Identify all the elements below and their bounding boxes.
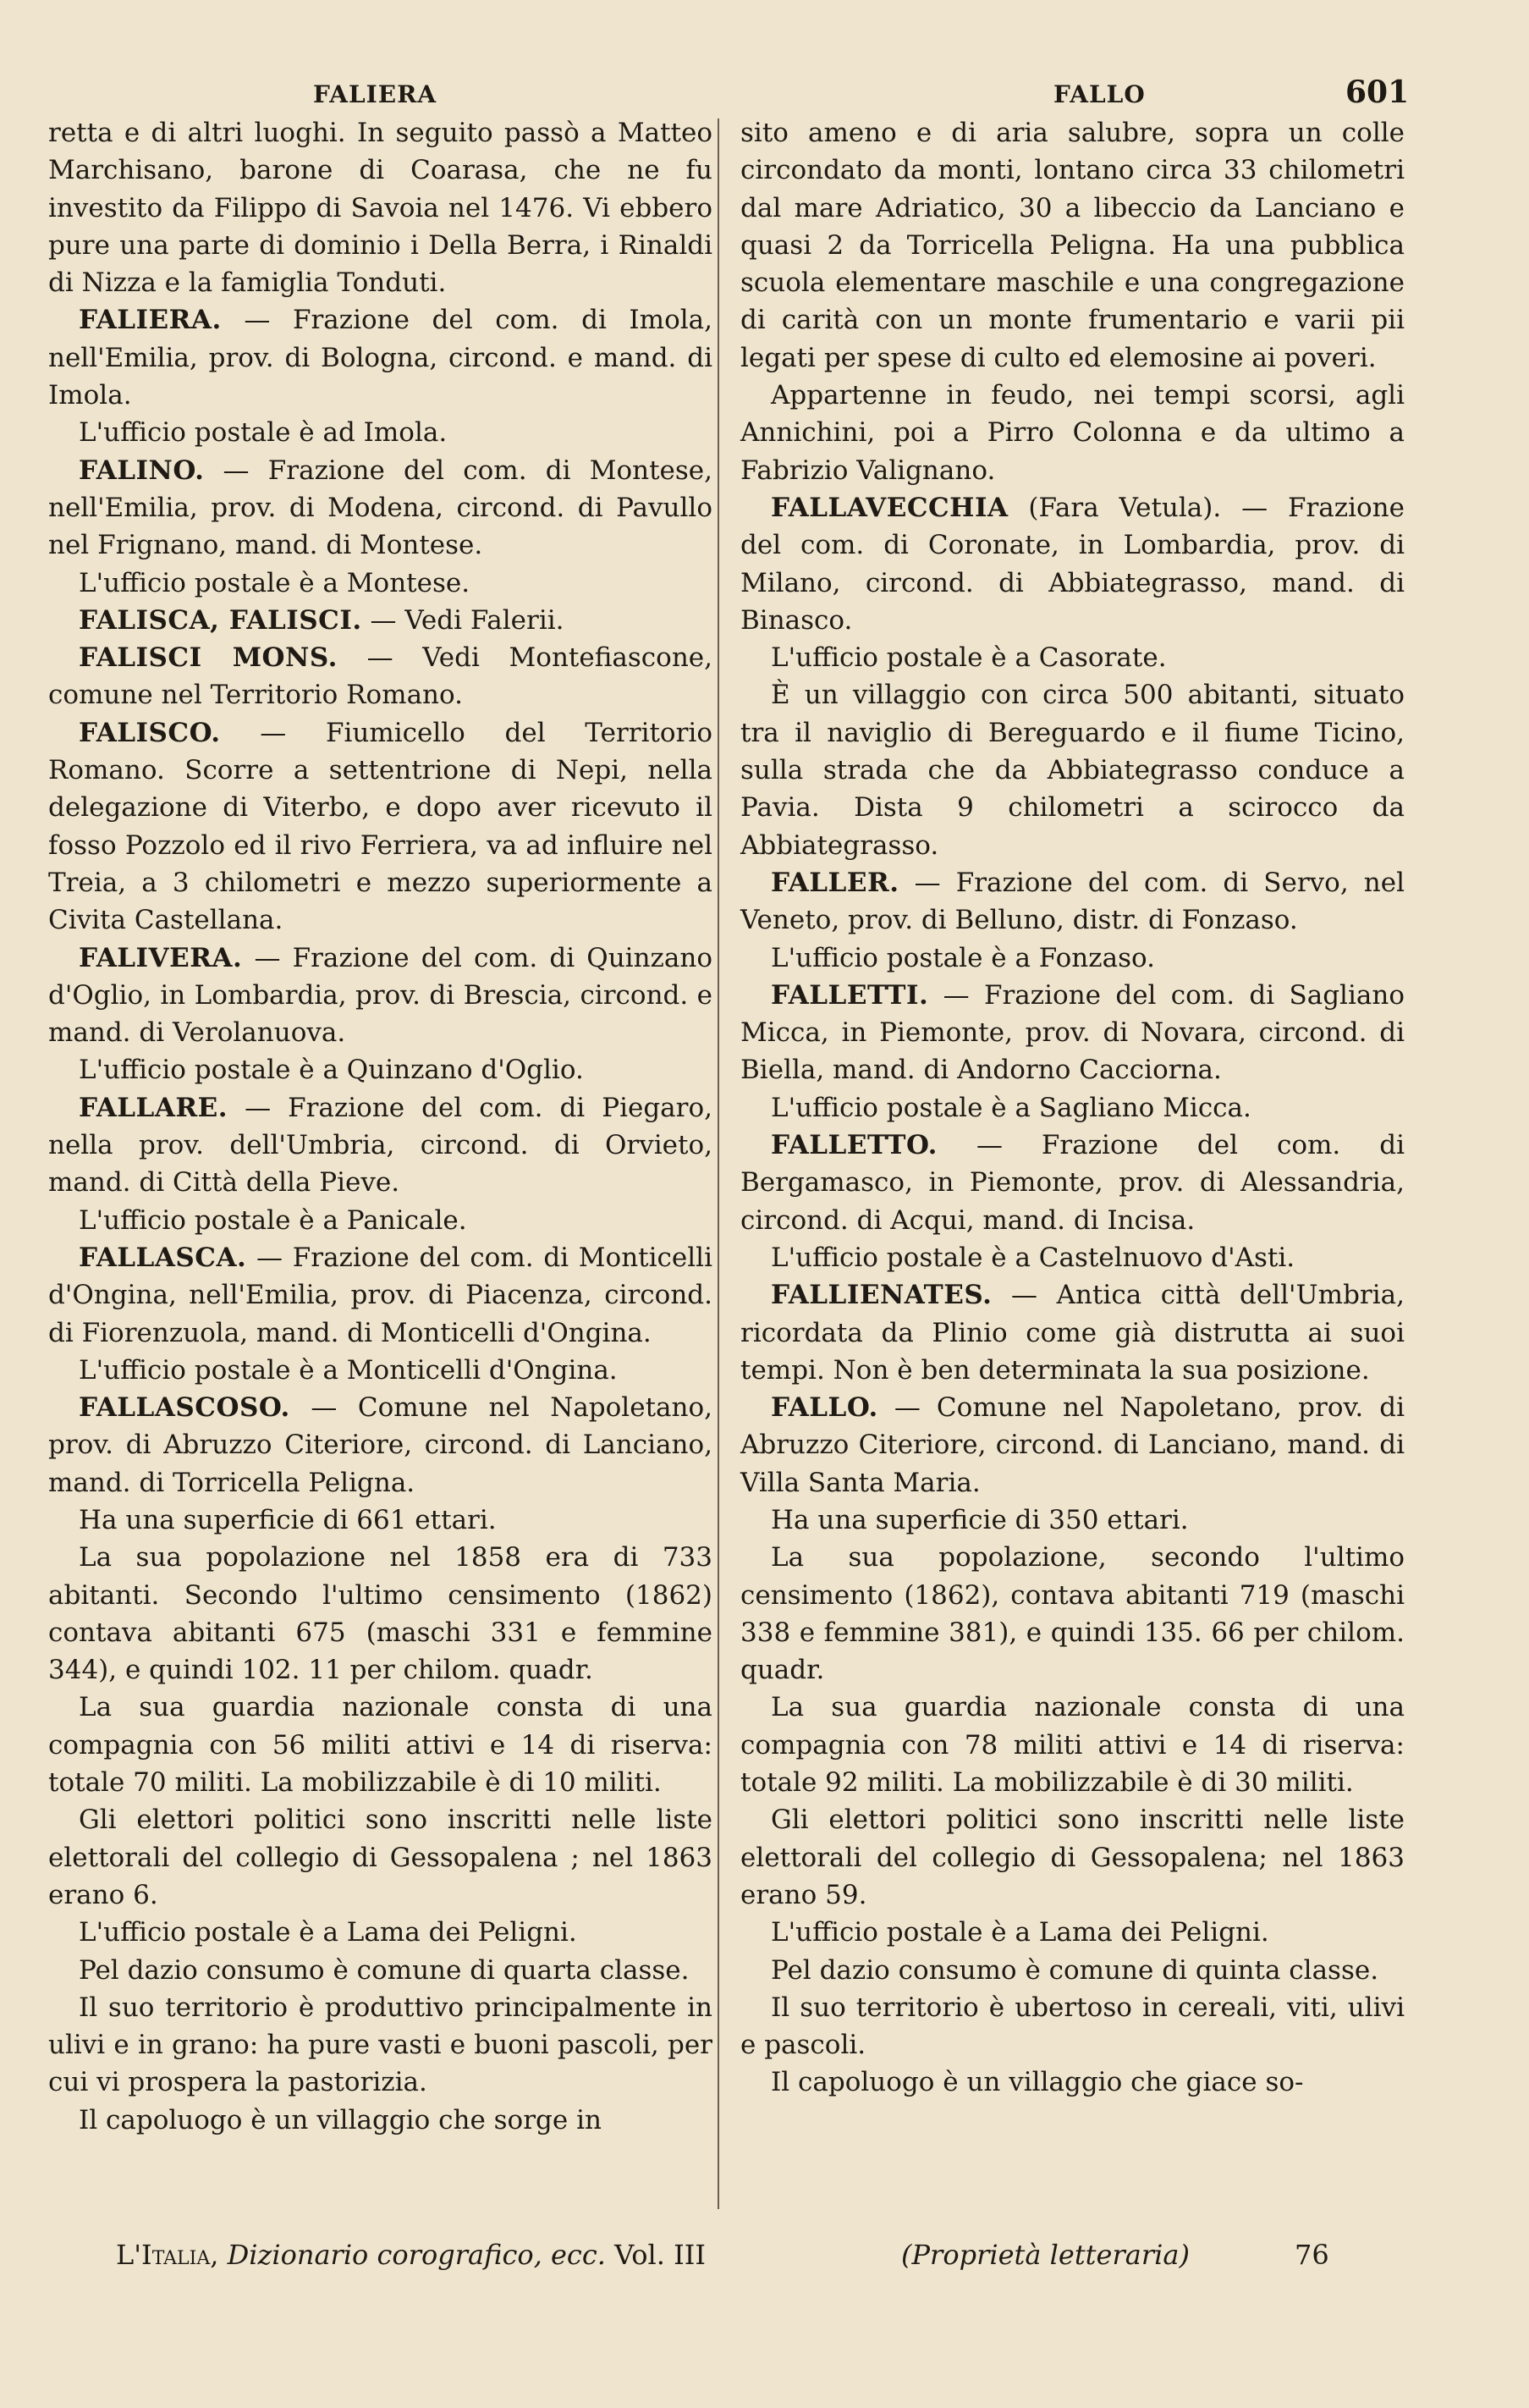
entry-text: L'ufficio postale è a Quinzano d'Oglio. [79,1055,584,1086]
dictionary-entry [48,602,712,639]
column-divider [718,118,719,2209]
entry-title: FALISCA, FALISCI. [79,604,362,636]
paragraph [740,1502,1405,1539]
dictionary-entry [740,1389,1405,1502]
paragraph [48,565,712,602]
entry-text: — Frazione del com. di Montese, nell'Emilia, prov. di Modena, circond. di Pavullo nel Frignano, mand. di Montese. [48,455,712,561]
paragraph [740,1689,1405,1801]
paragraph [48,1051,712,1088]
paragraph [740,639,1405,676]
entry-title: FALLAVECCHIA [771,492,1009,523]
dictionary-entry [48,1089,712,1202]
paragraph [48,2102,712,2139]
dictionary-entry [48,639,712,714]
entry-text: La sua guardia nazionale consta di una compagnia con 78 militi attivi e 14 di riserva: totale 92 militi. La mobilizzabile è di 30 militi. [740,1692,1405,1799]
entry-title: FALLER. [771,867,899,898]
right-column [740,114,1405,2102]
paragraph [740,1239,1405,1276]
entry-title: FALISCO. [79,717,221,748]
running-head-right: FALLO [1053,80,1146,108]
entry-title: FALLETTO. [771,1130,938,1161]
entry-title: FALIERA. [79,305,222,336]
paragraph [740,1989,1405,2064]
entry-text: L'ufficio postale è a Montese. [79,567,470,598]
paragraph [48,1952,712,1989]
dictionary-entry [740,1127,1405,1239]
paragraph [48,114,712,301]
entry-text: — Frazione del com. di Quinzano d'Oglio, in Lombardia, prov. di Brescia, circond. e mand. di Verolanuova. [48,942,712,1049]
entry-title: FALIVERA. [79,942,243,973]
footer-series: L'Italia, [116,2239,219,2271]
entry-text: Il capoluogo è un villaggio che sorge in [79,2104,602,2135]
paragraph [740,377,1405,489]
dictionary-entry [740,864,1405,940]
dictionary-entry [740,977,1405,1089]
entry-text: (Fara Vetula). — Frazione del com. di Coronate, in Lombardia, prov. di Milano, circond. di Abbiategrasso, mand. di Binasco. [740,492,1405,636]
entry-text: La sua popolazione, secondo l'ultimo censimento (1862), contava abitanti 719 (maschi 338 e femmine 381), e quindi 135. 66 per chilom. quadr. [740,1542,1405,1686]
paragraph [740,114,1405,377]
paragraph [740,1914,1405,1951]
paragraph [48,1989,712,2102]
paragraph [48,1689,712,1801]
entry-text: Ha una superficie di 661 ettari. [79,1504,497,1535]
footer-citation [116,2239,706,2271]
paragraph [740,1089,1405,1127]
paragraph [48,1502,712,1539]
dictionary-entry [48,1239,712,1352]
footer-volume: Vol. III [614,2239,707,2271]
dictionary-entry [48,452,712,565]
entry-text: Pel dazio consumo è comune di quinta classe. [771,1954,1379,1986]
paragraph [48,1801,712,1914]
entry-text: L'ufficio postale è a Casorate. [771,642,1167,674]
entry-text: sito ameno e di aria salubre, sopra un colle circondato da monti, lontano circa 33 chilometri dal mare Adriatico, 30 a libeccio da Lanciano e quasi 2 da Torricella Peligna. Ha una pubblica scuola elementare maschile e una congregazione di carità con un monte frumentario e varii pii legati per spese di culto ed elemosine ai poveri. [740,118,1405,373]
paragraph [740,1801,1405,1914]
entry-title: FALLIENATES. [771,1280,993,1311]
dictionary-entry [740,489,1405,639]
entry-text: L'ufficio postale è ad Imola. [79,417,448,449]
entry-text: — Frazione del com. di Sagliano Micca, in Piemonte, prov. di Novara, circond. di Biella, mand. di Andorno Cacciorna. [740,979,1405,1086]
dictionary-entry [740,1276,1405,1389]
entry-text: L'ufficio postale è a Sagliano Micca. [771,1092,1251,1123]
paragraph [48,1202,712,1239]
entry-text: — Vedi Montefiascone, comune nel Territorio Romano. [48,642,712,711]
dictionary-entry [48,714,712,940]
dictionary-entry [48,1389,712,1502]
entry-text: — Vedi Falerii. [361,604,564,636]
entry-text: — Frazione del com. di Monticelli d'Ongina, nell'Emilia, prov. di Piacenza, circond. di Fiorenzuola, mand. di Monticelli d'Ongina. [48,1242,712,1348]
entry-text: Gli elettori politici sono inscritti nelle liste elettorali del collegio di Gessopalena; nel 1863 erano 59. [740,1805,1405,1910]
entry-text: Il suo territorio è produttivo principalmente in ulivi e in grano: ha pure vasti e buoni pascoli, per cui vi prospera la pastorizia. [48,1992,712,2098]
entry-text: L'ufficio postale è a Castelnuovo d'Asti. [771,1242,1295,1273]
entry-title: FALLASCA. [79,1242,247,1273]
paragraph [48,1914,712,1951]
left-column [48,114,712,2139]
paragraph [740,2064,1405,2101]
entry-text: Gli elettori politici sono inscritti nelle liste elettorali del collegio di Gessopalena ; nel 1863 erano 6. [48,1805,712,1910]
entry-text: L'ufficio postale è a Panicale. [79,1204,467,1236]
footer-work: Dizionario corografico, ecc. [227,2239,606,2271]
entry-text: — Antica città dell'Umbria, ricordata da Plinio come già distrutta ai suoi tempi. Non è ben determinata la sua posizione. [740,1280,1405,1386]
entry-text: L'ufficio postale è a Lama dei Peligni. [79,1917,577,1948]
entry-text: — Frazione del com. di Piegaro, nella prov. dell'Umbria, circond. di Orvieto, mand. di Città della Pieve. [48,1092,712,1198]
entry-text: — Frazione del com. di Imola, nell'Emilia, prov. di Bologna, circond. e mand. di Imola. [48,305,712,411]
entry-title: FALISCI MONS. [79,642,338,674]
running-head-left: FALIERA [313,80,437,108]
page-number: 601 [1345,74,1410,110]
entry-text: La sua guardia nazionale consta di una compagnia con 56 militi attivi e 14 di riserva: totale 70 militi. La mobilizzabile è di 10 militi. [48,1692,712,1799]
entry-text: L'ufficio postale è a Fonzaso. [771,942,1155,973]
entry-text: Pel dazio consumo è comune di quarta classe. [79,1954,690,1986]
entry-text: Il capoluogo è un villaggio che giace so- [771,2067,1304,2098]
entry-text: — Frazione del com. di Servo, nel Veneto, prov. di Belluno, distr. di Fonzaso. [740,867,1405,936]
footer-sheet-number: 76 [1295,2239,1329,2271]
paragraph [740,1539,1405,1689]
entry-text: Ha una superficie di 350 ettari. [771,1504,1189,1535]
paragraph [48,414,712,451]
entry-title: FALLARE. [79,1092,228,1123]
footer-rights: (Proprietà letteraria) [901,2239,1190,2271]
entry-text: Il suo territorio è ubertoso in cereali, viti, ulivi e pascoli. [740,1992,1405,2061]
entry-text: Appartenne in feudo, nei tempi scorsi, agli Annichini, poi a Pirro Colonna e da ultimo a Fabrizio Valignano. [740,380,1405,486]
entry-text: È un villaggio con circa 500 abitanti, situato tra il naviglio di Bereguardo e il fiume Ticino, sulla strada che da Abbiategrasso conduce a Pavia. Dista 9 chilometri a scirocco da Abbiategrasso. [740,680,1405,861]
entry-text: L'ufficio postale è a Lama dei Peligni. [771,1917,1269,1948]
entry-text: L'ufficio postale è a Monticelli d'Ongina. [79,1354,618,1386]
paragraph [48,1352,712,1389]
entry-text: — Frazione del com. di Bergamasco, in Piemonte, prov. di Alessandria, circond. di Acqui, mand. di Incisa. [740,1130,1405,1236]
entry-text: La sua popolazione nel 1858 era di 733 abitanti. Secondo l'ultimo censimento (1862) contava abitanti 675 (maschi 331 e femmine 344), e quindi 102. 11 per chilom. quadr. [48,1542,712,1686]
paragraph [740,676,1405,863]
entry-title: FALLASCOSO. [79,1392,290,1424]
entry-text: retta e di altri luoghi. In seguito passò a Matteo Marchisano, barone di Coarasa, che ne fu investito da Filippo di Savoia nel 1476. Vi ebbero pure una parte di dominio i Della Berra, i Rinaldi di Nizza e la famiglia Tonduti. [48,118,712,299]
dictionary-entry [48,940,712,1052]
entry-title: FALLETTI. [771,979,929,1011]
entry-title: FALINO. [79,455,205,486]
entry-text: — Comune nel Napoletano, prov. di Abruzzo Citeriore, circond. di Lanciano, mand. di Villa Santa Maria. [740,1392,1405,1498]
entry-text: — Comune nel Napoletano, prov. di Abruzzo Citeriore, circond. di Lanciano, mand. di Torricella Peligna. [48,1392,712,1498]
paragraph [740,940,1405,977]
entry-text: — Fiumicello del Territorio Romano. Scorre a settentrione di Nepi, nella delegazione di Viterbo, e dopo aver ricevuto il fosso Pozzolo ed il rivo Ferriera, va ad influire nel Treia, a 3 chilometri e mezzo superiormente a Civita Castellana. [48,717,712,936]
paragraph [740,1952,1405,1989]
entry-title: FALLO. [771,1392,878,1424]
paragraph [48,1539,712,1689]
dictionary-entry [48,301,712,414]
